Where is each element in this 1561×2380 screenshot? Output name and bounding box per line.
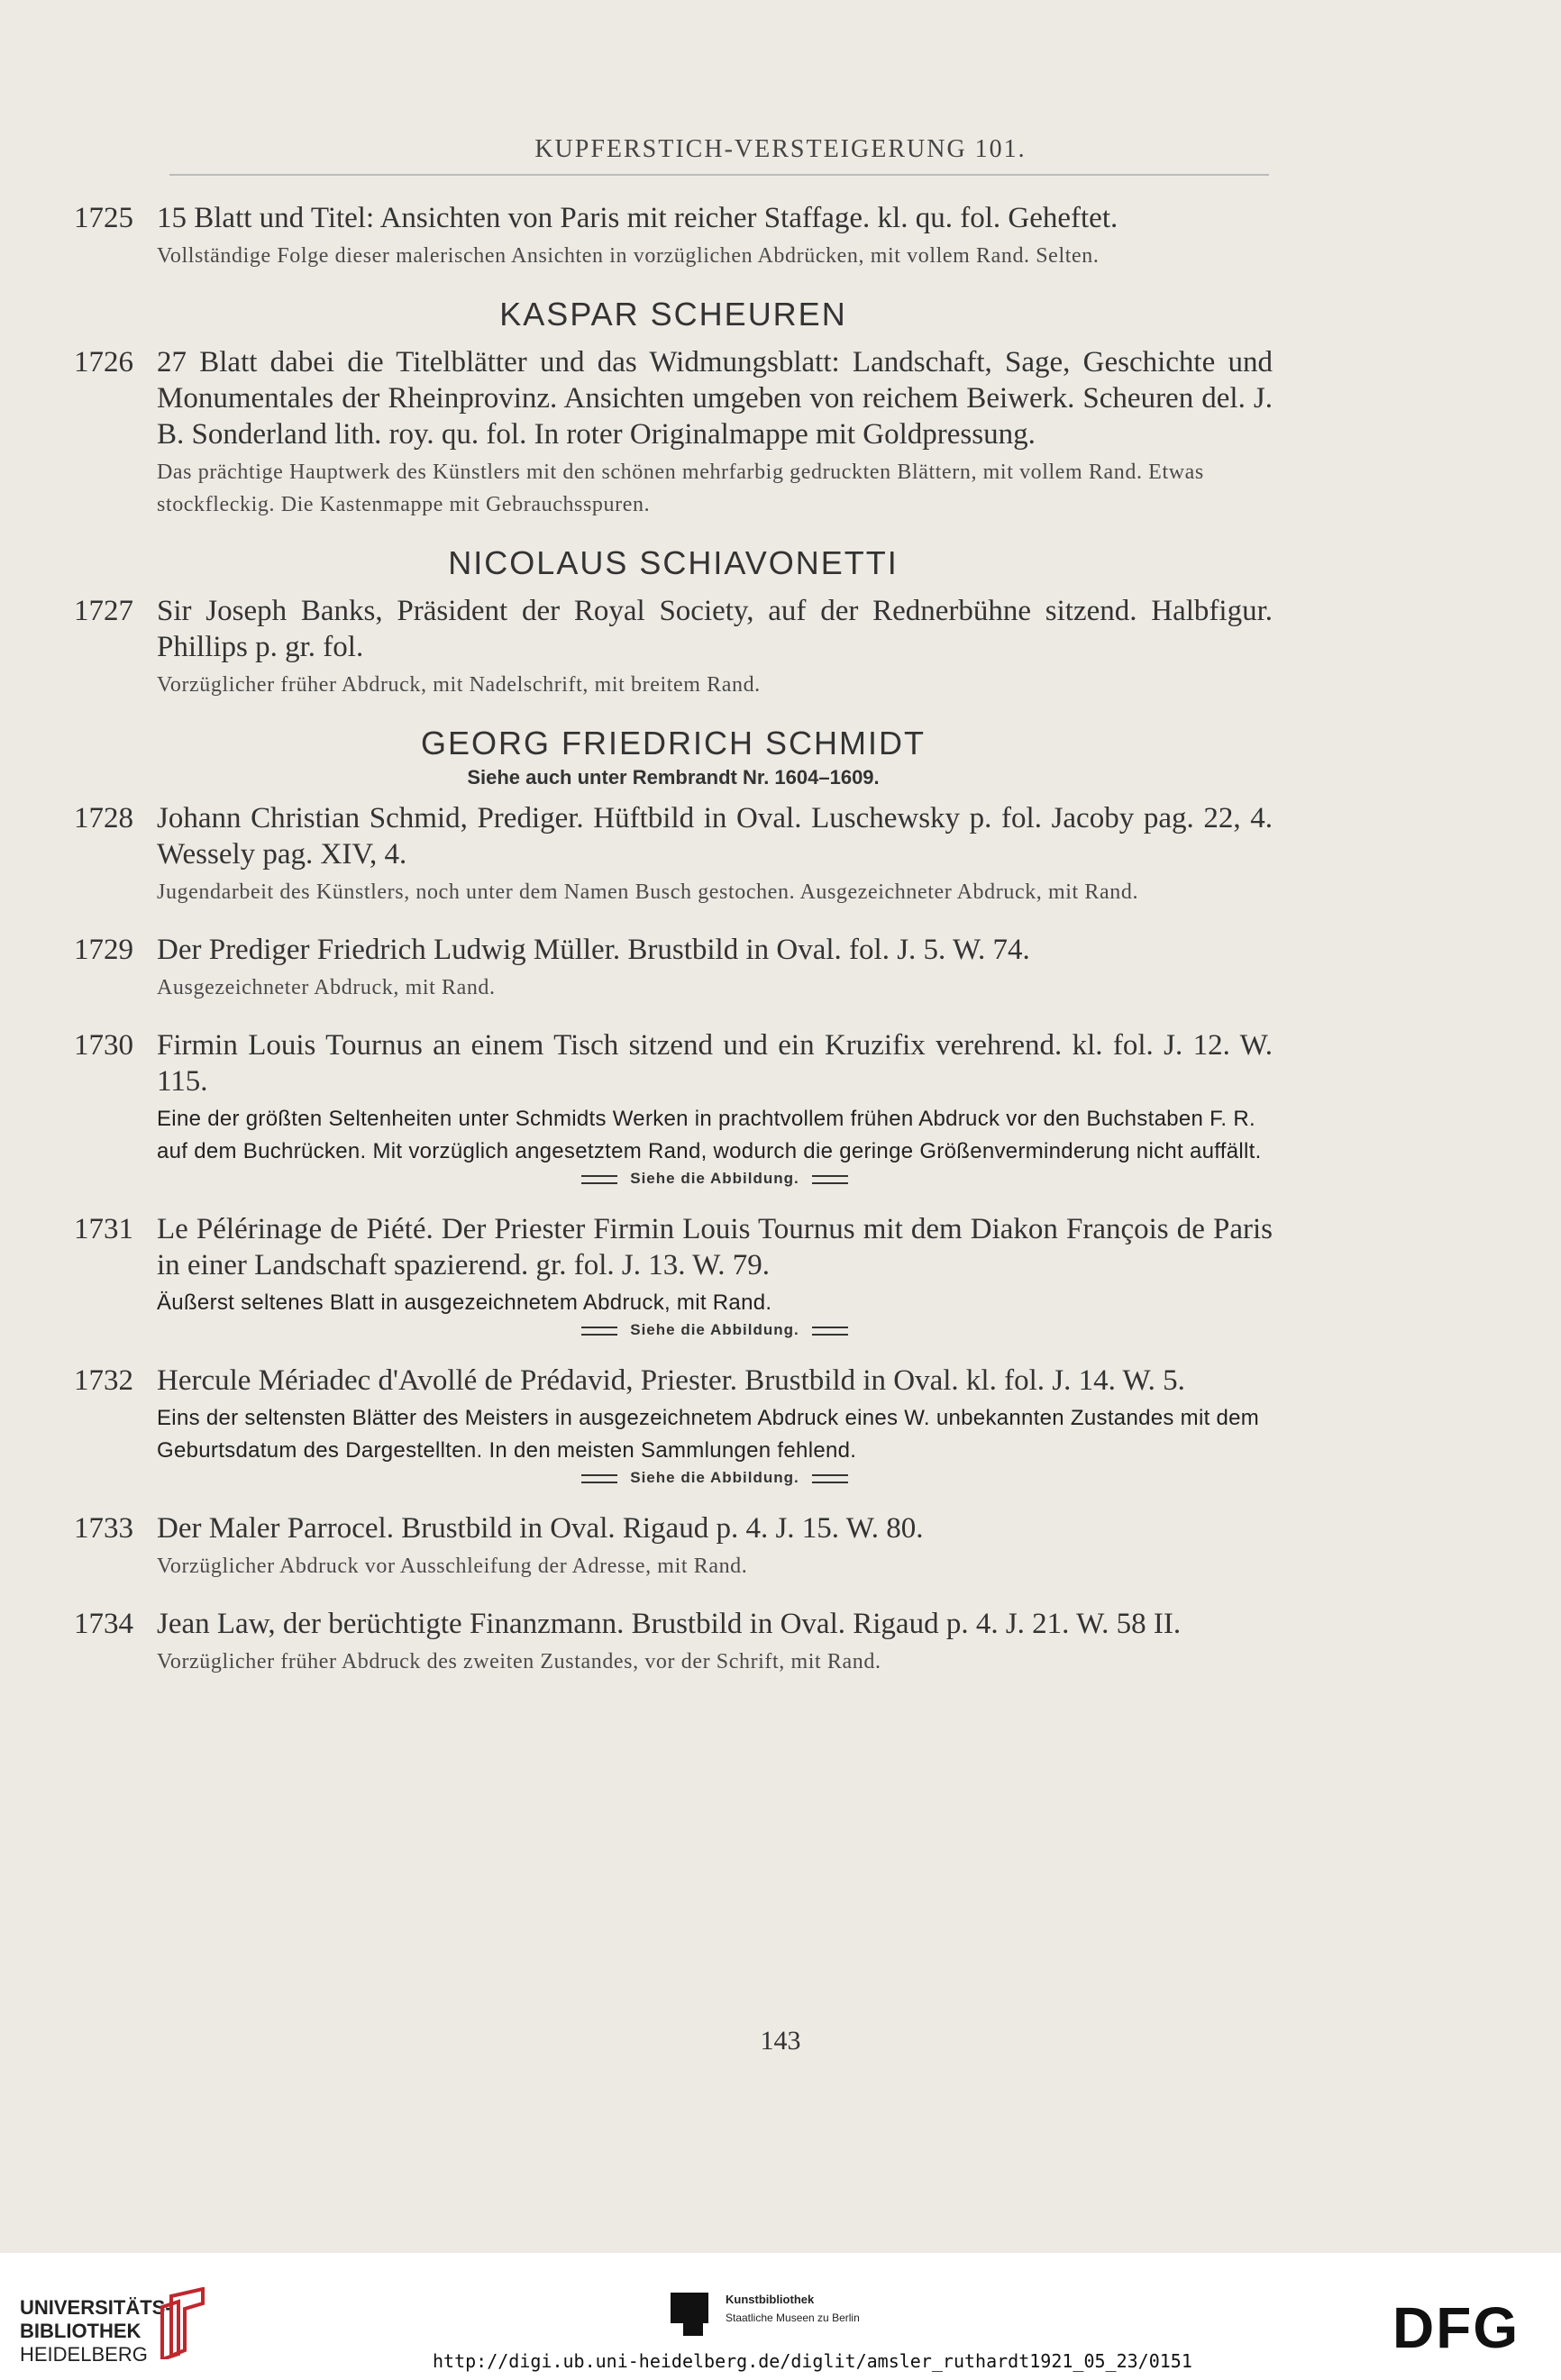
lot-number: 1726 xyxy=(74,346,133,378)
permalink-url[interactable]: http://digi.ub.uni-heidelberg.de/diglit/amsler_ruthardt1921_05_23/0151 xyxy=(433,2350,1192,2372)
double-rule xyxy=(812,1175,848,1184)
lot-entry xyxy=(74,932,1273,1004)
double-rule xyxy=(581,1327,617,1336)
double-rule xyxy=(812,1327,848,1336)
lot-description: 27 Blatt dabei die Titelblätter und das Widmungsblatt: Landschaft, Sage, Geschichte und Monumentales der Rheinprovinz. Ansichten umgeben von reichem Beiwerk. Scheuren del. J. B. Sonderland lith. roy. qu. fol. In roter Originalmappe mit Goldpressung. xyxy=(157,346,1273,451)
lot-entry xyxy=(74,1211,1273,1339)
double-rule xyxy=(581,1175,617,1184)
lot-number: 1725 xyxy=(74,202,133,234)
lot-condition-note: Vorzüglicher früher Abdruck, mit Nadelschrift, mit breitem Rand. xyxy=(157,673,761,697)
lot-description: Der Maler Parrocel. Brustbild in Oval. Rigaud p. 4. J. 15. W. 80. xyxy=(157,1512,924,1545)
lot-condition-note: Äußerst seltenes Blatt in ausgezeichnetem Abdruck, mit Rand. xyxy=(157,1290,772,1315)
lot-number: 1728 xyxy=(74,802,133,834)
lot-description: Jean Law, der berüchtigte Finanzmann. Brustbild in Oval. Rigaud p. 4. J. 21. W. 58 II. xyxy=(157,1608,1182,1640)
double-rule xyxy=(812,1474,848,1483)
lot-condition-note: Ausgezeichneter Abdruck, mit Rand. xyxy=(157,976,496,999)
lot-condition-note: Eine der größten Seltenheiten unter Schmidts Werken in prachtvollem frühen Abdruck vor den Buchstaben F. R. auf dem Buchrücken. Mit vorzüglich angesetztem Rand, wodurch die geringe Größenverminderung nicht auffällt. xyxy=(157,1107,1262,1163)
lot-description: Johann Christian Schmid, Prediger. Hüftbild in Oval. Luschewsky p. fol. Jacoby pag. 22, 4. Wessely pag. XIV, 4. xyxy=(157,802,1273,871)
heidelberg-library-logo[interactable] xyxy=(20,2296,172,2366)
lot-condition-note: Vorzüglicher Abdruck vor Ausschleifung der Adresse, mit Rand. xyxy=(157,1555,748,1578)
lot-entry xyxy=(74,1363,1273,1487)
kb-subtitle: Staatliche Museen zu Berlin xyxy=(726,2312,860,2324)
library-name-line2: BIBLIOTHEK xyxy=(20,2320,141,2342)
library-mark-icon xyxy=(153,2287,216,2359)
artist-heading: GEORG FRIEDRICH SCHMIDT xyxy=(420,725,926,761)
lot-condition-note: Vorzüglicher früher Abdruck des zweiten Zustandes, vor der Schrift, mit Rand. xyxy=(157,1650,881,1673)
lot-entry xyxy=(74,593,1273,701)
lot-number: 1727 xyxy=(74,595,133,627)
lot-number: 1731 xyxy=(74,1213,133,1245)
lot-condition-note: Jugendarbeit des Künstlers, noch unter dem Namen Busch gestochen. Ausgezeichneter Abdruck, mit Rand. xyxy=(157,880,1139,904)
lot-description: Sir Joseph Banks, Präsident der Royal Society, auf der Rednerbühne sitzend. Halbfigur. Phillips p. gr. fol. xyxy=(157,595,1273,663)
lot-entry xyxy=(74,1510,1273,1582)
see-figure-text: Siehe die Abbildung. xyxy=(630,1321,799,1338)
cross-reference: Siehe auch unter Rembrandt Nr. 1604–1609. xyxy=(467,766,880,789)
lot-condition-note: Das prächtige Hauptwerk des Künstlers mit den schönen mehrfarbig gedruckten Blättern, mit vollem Rand. Etwas stockfleckig. Die Kastenmappe mit Gebrauchsspuren. xyxy=(157,460,1204,516)
lot-number: 1734 xyxy=(74,1608,133,1640)
lot-entry xyxy=(74,1027,1273,1188)
double-rule xyxy=(581,1474,617,1483)
artist-heading: NICOLAUS SCHIAVONETTI xyxy=(448,544,899,581)
digitization-footer xyxy=(0,2253,1561,2380)
header-rule xyxy=(169,174,1269,176)
lot-number: 1733 xyxy=(74,1512,133,1545)
see-figure-note xyxy=(157,1469,1273,1487)
lot-entry xyxy=(74,1606,1273,1678)
kunstbibliothek-logo-icon xyxy=(667,2289,712,2339)
lot-entry xyxy=(74,344,1273,521)
page-number: 143 xyxy=(760,2026,801,2056)
lot-entry xyxy=(74,800,1273,908)
kb-title: Kunstbibliothek xyxy=(726,2293,815,2306)
lot-description: Le Pélérinage de Piété. Der Priester Firmin Louis Tournus mit dem Diakon François de Paris in einer Landschaft spazierend. gr. fol. J. 13. W. 79. xyxy=(157,1213,1273,1281)
artist-heading: KASPAR SCHEUREN xyxy=(499,296,847,333)
dfg-logo[interactable]: DFG xyxy=(1392,2295,1520,2360)
kunstbibliothek-label xyxy=(726,2291,860,2327)
lot-number: 1730 xyxy=(74,1029,133,1062)
library-name-line3: HEIDELBERG xyxy=(20,2343,148,2366)
see-figure-text: Siehe die Abbildung. xyxy=(630,1170,799,1187)
running-head: KUPFERSTICH-VERSTEIGERUNG 101. xyxy=(534,135,1027,163)
library-name-line1: UNIVERSITÄTS- xyxy=(20,2296,172,2319)
lot-description: Hercule Mériadec d'Avollé de Prédavid, Priester. Brustbild in Oval. kl. fol. J. 14. W. 5. xyxy=(157,1364,1185,1397)
lot-number: 1732 xyxy=(74,1364,133,1397)
lot-description: 15 Blatt und Titel: Ansichten von Paris mit reicher Staffage. kl. qu. fol. Geheftet. xyxy=(157,202,1118,234)
see-figure-text: Siehe die Abbildung. xyxy=(630,1469,799,1486)
lot-list xyxy=(74,200,1273,1701)
see-figure-note xyxy=(157,1321,1273,1339)
lot-condition-note: Eins der seltensten Blätter des Meisters in ausgezeichnetem Abdruck eines W. unbekannten Zustandes mit dem Geburtsdatum des Dargestellten. In den meisten Sammlungen fehlend. xyxy=(157,1406,1260,1463)
lot-description: Firmin Louis Tournus an einem Tisch sitzend und ein Kruzifix verehrend. kl. fol. J. 12. W. 115. xyxy=(157,1029,1273,1098)
lot-description: Der Prediger Friedrich Ludwig Müller. Brustbild in Oval. fol. J. 5. W. 74. xyxy=(157,934,1030,966)
lot-entry xyxy=(74,200,1273,272)
see-figure-note xyxy=(157,1170,1273,1188)
lot-condition-note: Vollständige Folge dieser malerischen Ansichten in vorzüglichen Abdrücken, mit vollem Rand. Selten. xyxy=(157,244,1100,268)
lot-number: 1729 xyxy=(74,934,133,966)
